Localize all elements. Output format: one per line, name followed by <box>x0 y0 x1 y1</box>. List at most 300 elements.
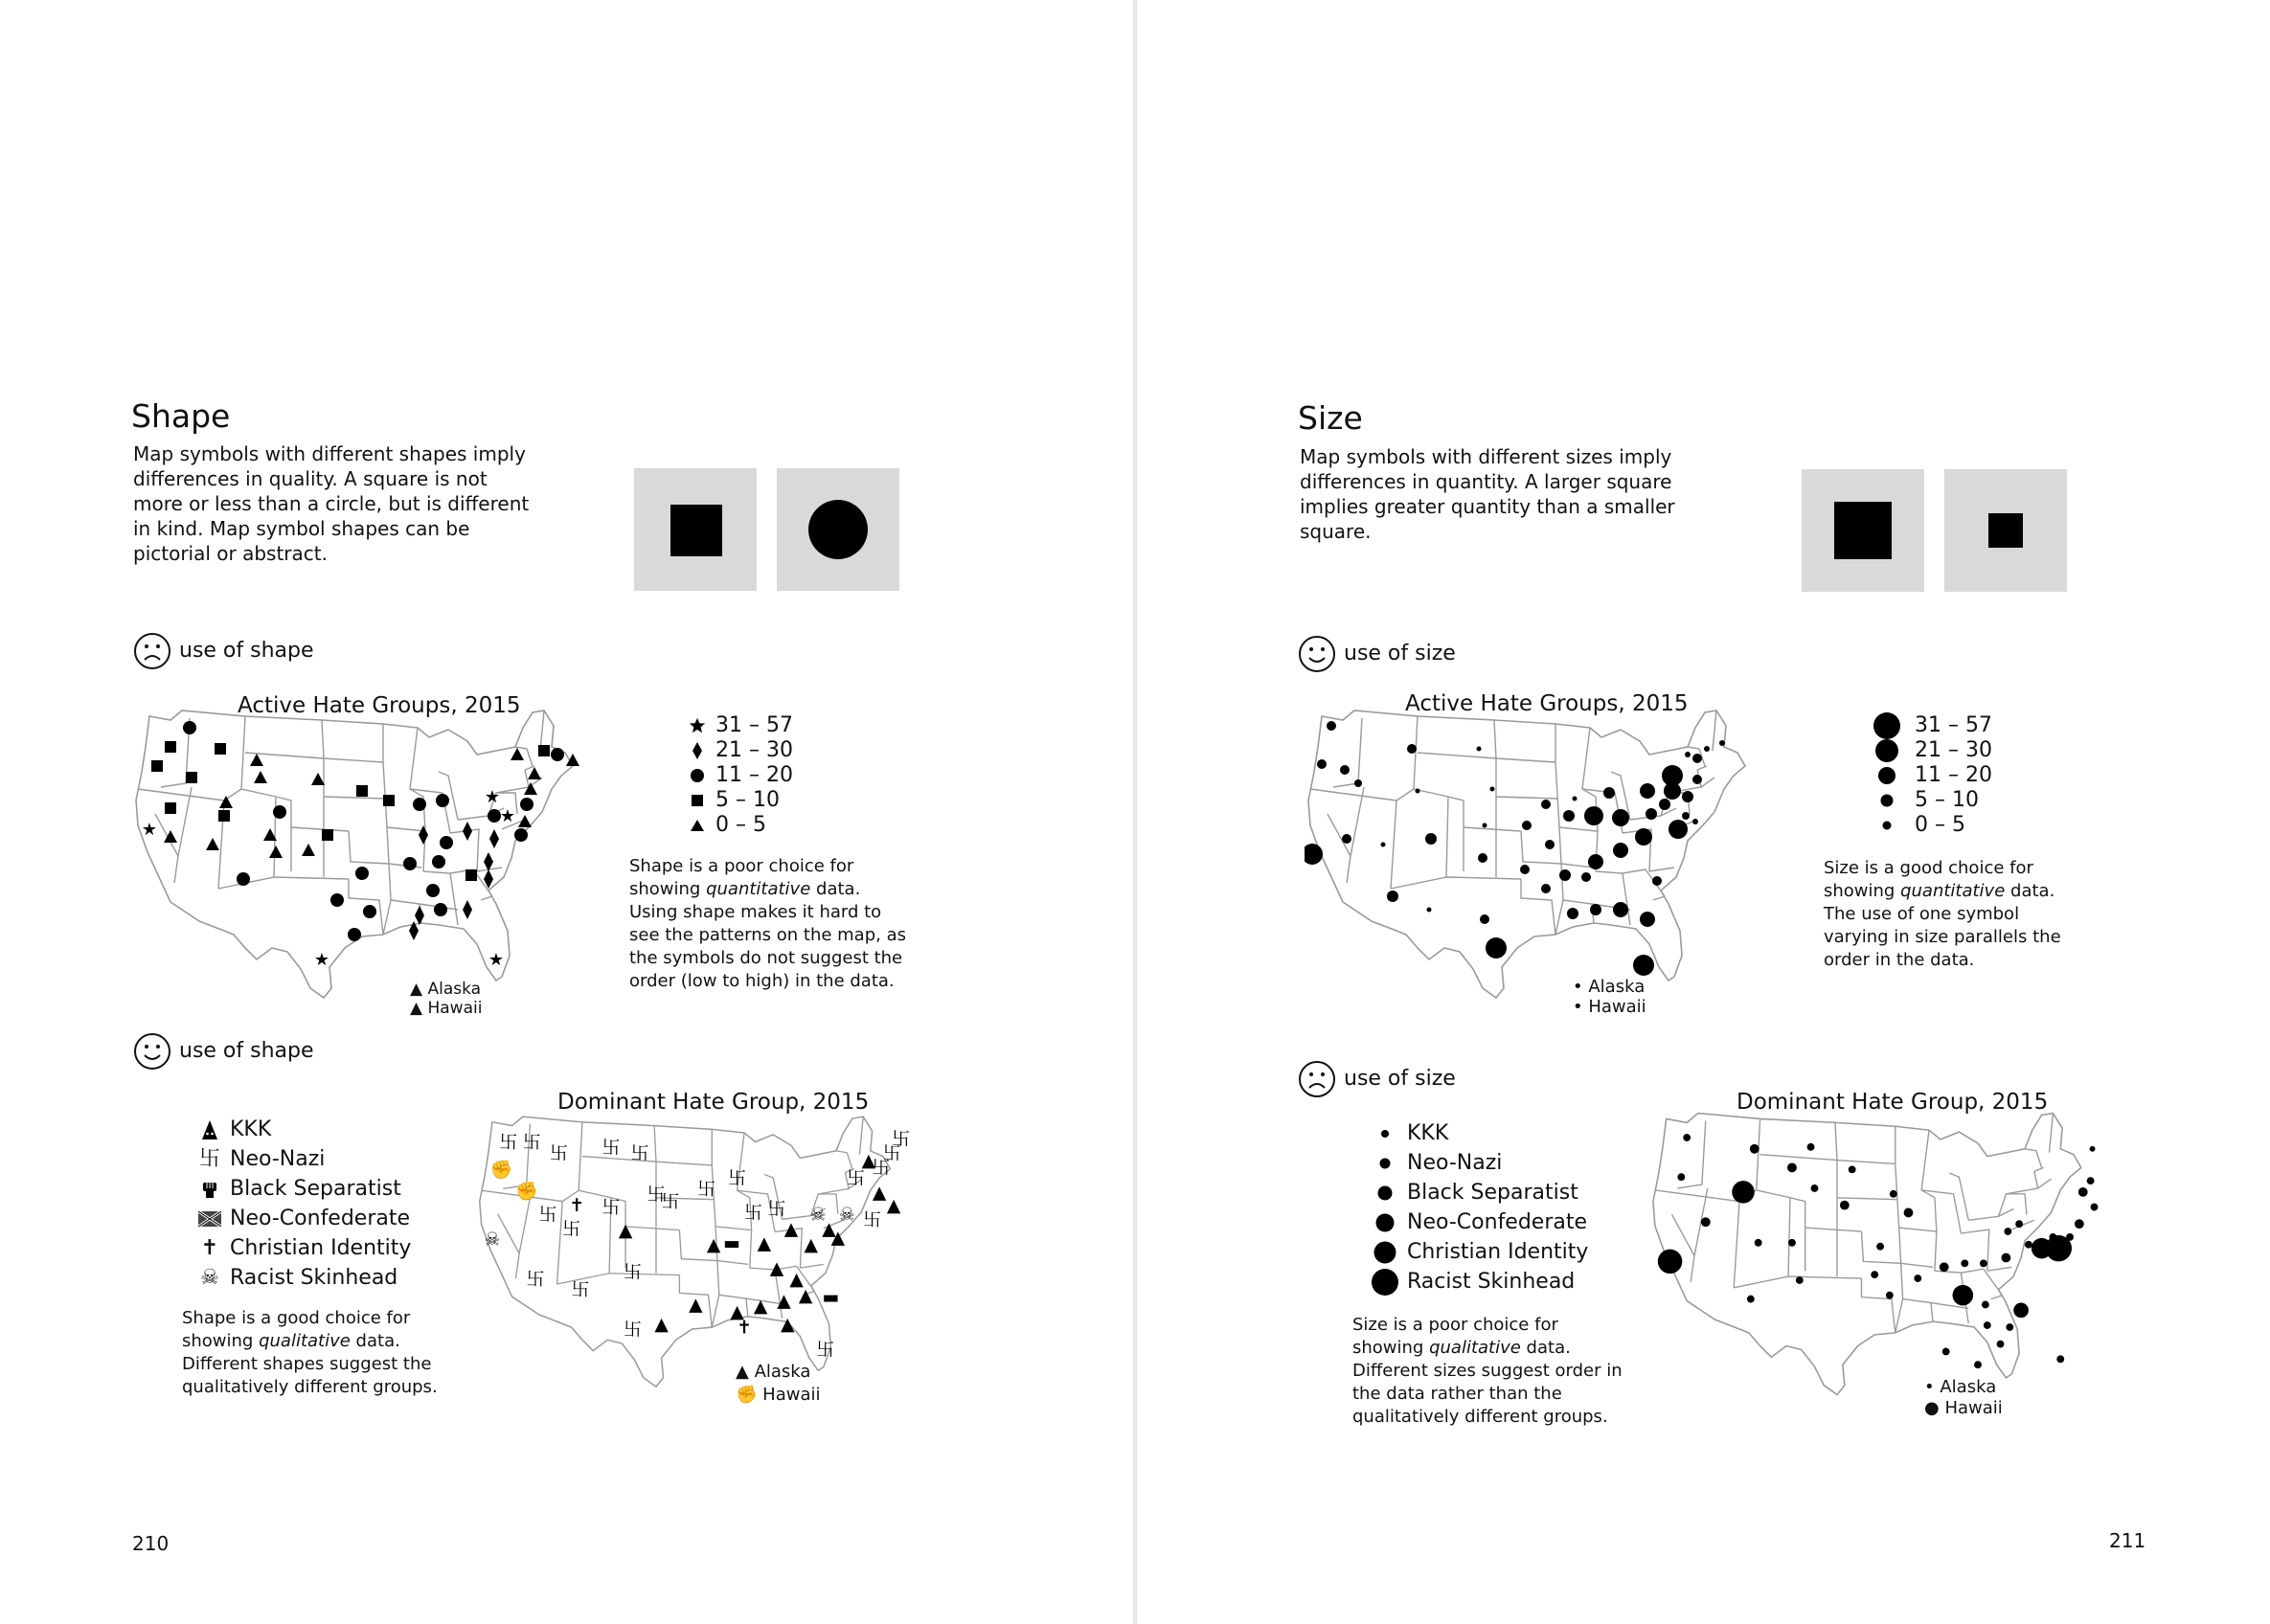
map-symbol <box>403 857 417 870</box>
size-symbol <box>2091 1204 2099 1211</box>
legend-row <box>1371 1118 1588 1148</box>
map2-caption-shape: Shape is a good choice for showing qualitative data. Different shapes suggest the qualitatively different groups. <box>182 1308 438 1397</box>
group-icon: 卐 <box>872 1158 891 1179</box>
map-symbol <box>273 805 286 819</box>
size-symbol <box>1904 1208 1914 1218</box>
small-square-swatch <box>1944 469 2067 592</box>
map2-insets <box>736 1361 820 1407</box>
group-icon: 卐 <box>526 1269 545 1290</box>
map2-title: Dominant Hate Group, 2015 <box>1737 1090 2049 1115</box>
map1-caption-shape: Shape is a poor choice for showing quantitative data. Using shape makes it hard to see the patterns on the map, as the symbols do not suggest the order (low to high) in the data. <box>629 856 906 991</box>
square-swatch <box>634 468 757 591</box>
map2-title: Dominant Hate Group, 2015 <box>557 1090 870 1115</box>
map-symbol <box>538 745 550 756</box>
group-icon: 卐 <box>816 1340 835 1361</box>
map1-insets <box>1573 977 1646 1017</box>
legend-row <box>685 763 793 788</box>
map-symbol <box>215 743 226 755</box>
size-symbol <box>1340 765 1350 775</box>
legend-label: 5 – 10 <box>715 788 780 812</box>
size-circle-icon <box>1873 811 1901 840</box>
alaska-triangle-icon: ▲ <box>410 980 423 999</box>
group-icon: 卐 <box>624 1320 642 1341</box>
size-symbol <box>1984 1321 1991 1329</box>
map-symbol <box>165 741 176 753</box>
legend-label: Neo-Confederate <box>1407 1210 1588 1234</box>
size-symbol <box>1633 955 1654 976</box>
size-symbol <box>1640 912 1655 927</box>
size-symbol <box>1522 821 1532 830</box>
alaska-label: Alaska <box>1940 1377 1997 1397</box>
map-dominant-group-size <box>1649 1111 2119 1403</box>
size-symbol <box>1982 1301 1989 1309</box>
size-symbol <box>1914 1274 1921 1282</box>
frown-face-icon <box>133 632 171 670</box>
group-icon: 卐 <box>847 1168 866 1189</box>
size-symbol <box>1659 799 1670 810</box>
group-legend-shape <box>197 1115 411 1293</box>
size-symbol <box>1683 1134 1691 1141</box>
hawaii-label: Hawaii <box>1944 1398 2003 1418</box>
size-symbol <box>1490 787 1495 792</box>
group-icon: ▲ <box>783 1219 799 1240</box>
group-icon: 卐 <box>892 1129 911 1150</box>
map-symbol: ★ <box>313 950 330 970</box>
size-symbol <box>1640 783 1655 799</box>
size-symbol <box>1719 740 1725 746</box>
legend-label: 11 – 20 <box>1915 763 1992 787</box>
legend-row <box>197 1115 411 1144</box>
size-symbol <box>1685 752 1691 757</box>
size-symbol <box>1635 828 1652 846</box>
size-symbol <box>1677 1173 1685 1181</box>
hawaii-triangle-icon: ▲ <box>410 999 423 1018</box>
size-symbol <box>1416 789 1420 794</box>
group-icon: ▬ <box>822 1287 840 1308</box>
group-icon: ▲ <box>769 1258 784 1279</box>
size-symbol <box>1980 1259 1987 1267</box>
star-icon <box>689 717 706 734</box>
circle-shape-example <box>808 500 868 559</box>
map-symbol <box>434 903 447 916</box>
map-symbol <box>186 772 197 783</box>
group-icon: ▲ <box>689 1295 703 1316</box>
square-shape-example <box>670 505 722 556</box>
racist-skinhead-dot-icon <box>1371 1268 1399 1297</box>
group-legend-size <box>1371 1118 1588 1297</box>
group-icon: ▲ <box>872 1183 887 1204</box>
legend-label: KKK <box>230 1117 272 1141</box>
page-number: 210 <box>132 1532 170 1555</box>
alaska-label: Alaska <box>754 1362 811 1382</box>
size-symbol <box>1545 840 1555 849</box>
map2-caption-size: Size is a poor choice for showing qualitative data. Different sizes suggest order in the data rather than the qualitatively different groups. <box>1352 1315 1623 1427</box>
size-symbol <box>1573 797 1578 801</box>
size-symbol <box>1692 775 1702 784</box>
group-icon: ▲ <box>861 1150 876 1171</box>
size-symbol <box>2056 1355 2064 1363</box>
map1-caption-size: Size is a good choice for showing quantitative data. The use of one symbol varying in size parallels the order in the data. <box>1824 858 2061 970</box>
hawaii-label: Hawaii <box>427 999 483 1018</box>
size-symbol <box>1787 1163 1797 1173</box>
frown-face-icon <box>1298 1060 1336 1098</box>
group-icon: ▬ <box>723 1233 740 1254</box>
size-symbol <box>1811 1184 1819 1192</box>
size-symbol <box>1541 800 1551 809</box>
skull-icon: ☠ <box>200 1266 219 1290</box>
group-icon: 卐 <box>499 1133 518 1154</box>
legend-label: Black Separatist <box>1407 1181 1578 1205</box>
size-symbol <box>2025 1241 2032 1249</box>
size-symbol <box>1704 746 1710 752</box>
alaska-hood-icon: ▲ <box>736 1362 749 1382</box>
size-symbol <box>1581 872 1591 882</box>
good-use-label: use of shape <box>179 1039 314 1063</box>
size-symbol <box>1692 754 1702 763</box>
size-symbol <box>1317 759 1327 769</box>
legend-label: Black Separatist <box>230 1177 401 1201</box>
legend-row <box>1371 1267 1588 1297</box>
map-symbol <box>551 748 564 761</box>
size-symbol <box>1407 744 1417 754</box>
group-icon: ▲ <box>822 1219 836 1240</box>
group-icon: ☠ <box>838 1205 855 1226</box>
group-icon: ☠ <box>809 1205 827 1226</box>
group-icon: 卐 <box>647 1184 666 1206</box>
map-symbol <box>218 810 230 822</box>
size-symbol <box>1613 902 1628 917</box>
size-symbol <box>1478 853 1487 863</box>
size-symbol <box>1520 865 1530 874</box>
group-icon: 卐 <box>630 1143 649 1164</box>
neo-nazi-dot-icon <box>1371 1149 1399 1178</box>
size-symbol <box>2006 1323 2013 1331</box>
kkk-dot-icon <box>1371 1119 1399 1148</box>
group-icon: ▲ <box>798 1285 813 1306</box>
size-symbol <box>1974 1361 1982 1368</box>
size-symbol <box>1646 808 1657 820</box>
size-symbol <box>1755 1239 1762 1247</box>
legend-label: 31 – 57 <box>1915 713 1992 737</box>
legend-label: 31 – 57 <box>715 713 793 737</box>
size-symbol <box>1701 1217 1711 1227</box>
group-icon: ▲ <box>789 1269 804 1290</box>
legend-label: 21 – 30 <box>715 738 793 762</box>
size-symbol <box>1480 914 1489 924</box>
group-icon: 卐 <box>522 1133 541 1154</box>
legend-label: 0 – 5 <box>1915 813 1965 837</box>
map-symbol <box>488 809 501 823</box>
large-square-example <box>1834 502 1892 559</box>
map-symbol <box>355 867 369 880</box>
legend-row <box>1871 788 1992 813</box>
christian-identity-dot-icon <box>1371 1238 1399 1267</box>
size-symbol <box>1567 908 1578 919</box>
legend-label: Christian Identity <box>1407 1240 1589 1264</box>
size-symbol <box>2075 1219 2084 1229</box>
group-icon: 卐 <box>538 1205 557 1226</box>
legend-label: 21 – 30 <box>1915 738 1992 762</box>
map-symbol <box>440 836 453 849</box>
size-symbol <box>1486 937 1507 959</box>
group-icon: ▲ <box>654 1314 669 1335</box>
group-icon: ▲ <box>757 1233 772 1254</box>
map-symbol <box>330 893 344 907</box>
legend-row <box>1871 813 1992 838</box>
size-symbol <box>1381 843 1386 847</box>
map-symbol: ★ <box>499 806 516 826</box>
size-symbol <box>1682 791 1693 802</box>
map2-insets <box>1924 1377 2003 1419</box>
alaska-dot-icon: • <box>1573 977 1583 997</box>
legend-label: Neo-Nazi <box>230 1147 326 1171</box>
size-symbol <box>1668 820 1688 839</box>
size-symbol <box>1541 884 1551 893</box>
legend-label: Racist Skinhead <box>1407 1270 1576 1294</box>
legend-row <box>197 1144 411 1174</box>
legend-label: Neo-Nazi <box>1407 1151 1503 1175</box>
size-symbol <box>1747 1296 1755 1303</box>
map-symbol <box>426 884 440 897</box>
circle-icon <box>690 768 705 783</box>
legend-label: 0 – 5 <box>715 813 766 837</box>
map-symbol <box>183 721 196 734</box>
size-symbol <box>2002 1253 2011 1263</box>
page-shape <box>0 0 1133 1624</box>
triangle-icon <box>690 819 705 832</box>
legend-row <box>1871 713 1992 738</box>
group-icon: ✝ <box>569 1195 585 1216</box>
group-icon: ▲ <box>830 1228 846 1249</box>
size-symbol <box>1807 1143 1815 1151</box>
group-icon: ▲ <box>781 1314 795 1335</box>
map-symbol <box>383 795 395 806</box>
map-symbol <box>237 872 250 886</box>
hawaii-fist-icon: ✊ <box>736 1385 758 1405</box>
legend-label: Racist Skinhead <box>230 1266 398 1290</box>
map1-title: Active Hate Groups, 2015 <box>238 693 521 718</box>
map-active-groups-size <box>1305 709 1783 1005</box>
size-symbol <box>1692 819 1698 824</box>
map-symbol <box>356 785 368 797</box>
smile-face-icon <box>1298 635 1336 673</box>
group-icon: 卐 <box>863 1209 881 1230</box>
map-symbol <box>413 798 426 811</box>
hood-icon <box>197 1119 222 1140</box>
page-size <box>1137 0 2270 1624</box>
page-number: 211 <box>2109 1529 2146 1552</box>
alaska-dot-icon: • <box>1924 1377 1935 1397</box>
size-symbol <box>2004 1228 2011 1235</box>
group-icon: ✊ <box>514 1181 538 1202</box>
size-symbol <box>1652 876 1662 886</box>
map1-insets <box>410 980 482 1018</box>
size-symbol <box>1849 1165 1856 1173</box>
good-use-heading <box>133 1032 314 1071</box>
group-icon: 卐 <box>562 1219 581 1240</box>
fist-icon <box>197 1180 222 1199</box>
large-square-swatch <box>1802 469 1924 592</box>
size-symbol <box>1563 810 1575 822</box>
legend-row <box>1871 738 1992 763</box>
map-symbol <box>348 928 361 941</box>
group-icon: ▲ <box>886 1195 901 1216</box>
group-icon: ☠ <box>484 1229 501 1251</box>
size-symbol <box>1588 854 1603 869</box>
map-active-groups-shape <box>132 709 611 1005</box>
size-symbol <box>1750 1144 1759 1154</box>
map-symbol <box>363 905 376 918</box>
size-symbol <box>1603 787 1615 799</box>
square-icon <box>691 794 704 807</box>
size-symbol <box>1796 1276 1804 1284</box>
size-symbol <box>1953 1285 1974 1306</box>
size-symbol <box>1387 891 1398 902</box>
legend-row <box>1371 1148 1588 1178</box>
size-symbol <box>1886 1292 1894 1299</box>
bad-use-heading <box>1298 1060 1456 1098</box>
group-icon: 卐 <box>882 1143 901 1164</box>
size-symbol <box>1840 1201 1850 1210</box>
bad-use-label: use of size <box>1344 1067 1456 1091</box>
group-icon: ✝ <box>737 1318 752 1339</box>
alaska-label: Alaska <box>427 980 482 999</box>
smile-face-icon <box>133 1032 171 1071</box>
size-symbol <box>2015 1220 2023 1228</box>
hawaii-dot-icon: • <box>1573 997 1583 1017</box>
size-symbol <box>1483 823 1487 828</box>
size-symbol <box>1876 1243 1884 1251</box>
size-symbol <box>1682 812 1690 820</box>
size-symbol <box>2090 1146 2096 1152</box>
shape-legend <box>685 713 793 838</box>
legend-row <box>1871 763 1992 788</box>
legend-row <box>685 738 793 763</box>
legend-row <box>197 1263 411 1293</box>
alaska-label: Alaska <box>1588 977 1646 997</box>
group-icon: 卐 <box>602 1138 621 1159</box>
group-icon: ▲ <box>730 1301 744 1322</box>
map-symbol <box>520 798 533 811</box>
group-icon: ▲ <box>777 1291 791 1312</box>
size-symbol <box>2013 1303 2029 1319</box>
group-icon: ▲ <box>706 1235 721 1256</box>
size-symbol <box>1940 1262 1949 1272</box>
legend-label: Christian Identity <box>230 1236 412 1260</box>
group-icon: ✊ <box>489 1160 513 1181</box>
legend-row <box>1371 1178 1588 1207</box>
size-symbol <box>1590 904 1601 915</box>
legend-row <box>685 788 793 813</box>
black-separatist-dot-icon <box>1371 1179 1399 1207</box>
size-symbol <box>1342 834 1351 844</box>
intro-text-size: Map symbols with different sizes imply differences in quantity. A larger square implies greater quantity than a smaller square. <box>1300 445 1675 543</box>
size-symbol <box>1584 806 1603 825</box>
map-symbol <box>151 760 163 772</box>
size-symbol <box>1425 833 1437 845</box>
diamond-icon <box>691 741 704 760</box>
size-symbol <box>1477 747 1482 752</box>
legend-row <box>1371 1237 1588 1267</box>
size-symbol <box>1658 1250 1682 1274</box>
legend-label: 11 – 20 <box>715 763 793 787</box>
intro-text-shape: Map symbols with different shapes imply differences in quality. A square is not more or less than a circle, but is different in kind. Map symbol shapes can be pictorial or abstract. <box>133 442 530 565</box>
group-icon: 卐 <box>571 1280 590 1301</box>
map-symbol <box>322 829 333 841</box>
cross-icon: ✝ <box>200 1236 219 1260</box>
legend-label: Neo-Confederate <box>230 1207 411 1230</box>
section-title-shape: Shape <box>131 397 231 435</box>
legend-row <box>197 1174 411 1204</box>
size-symbol <box>1612 809 1629 826</box>
group-icon: ▲ <box>618 1221 633 1242</box>
bad-use-label: use of shape <box>179 639 314 663</box>
map-symbol <box>432 855 445 868</box>
hawaii-dot-icon: ● <box>1924 1398 1940 1418</box>
legend-label: KKK <box>1407 1121 1449 1145</box>
legend-row <box>197 1233 411 1263</box>
size-symbol <box>1327 721 1336 731</box>
size-symbol <box>1732 1181 1755 1204</box>
group-icon: ▲ <box>753 1297 768 1318</box>
legend-row <box>685 813 793 838</box>
size-legend <box>1871 713 1992 838</box>
size-symbol <box>1871 1271 1878 1278</box>
map-symbol <box>514 828 528 842</box>
size-symbol <box>2066 1233 2074 1241</box>
section-title-size: Size <box>1298 399 1363 437</box>
hawaii-label: Hawaii <box>762 1385 821 1405</box>
map-symbol: ★ <box>484 787 501 807</box>
size-symbol <box>1997 1341 2005 1348</box>
hawaii-label: Hawaii <box>1588 997 1646 1017</box>
size-symbol <box>2078 1187 2088 1197</box>
circle-swatch <box>777 468 899 591</box>
size-symbol <box>1427 908 1432 913</box>
swastika-icon: 卐 <box>198 1147 220 1171</box>
good-use-label: use of size <box>1344 642 1456 665</box>
size-symbol <box>2087 1177 2095 1184</box>
map-dominant-group-shape <box>476 1111 926 1398</box>
group-icon: 卐 <box>767 1199 786 1220</box>
small-square-example <box>1988 513 2023 548</box>
confederate-flag-icon <box>197 1211 222 1227</box>
size-symbol <box>1354 779 1362 787</box>
group-icon: 卐 <box>661 1192 680 1213</box>
neo-confederate-dot-icon <box>1371 1208 1399 1237</box>
size-symbol <box>1613 843 1628 858</box>
map-symbol <box>165 802 176 814</box>
legend-row <box>685 713 793 738</box>
map1-title: Active Hate Groups, 2015 <box>1405 691 1689 716</box>
group-icon: 卐 <box>550 1143 568 1164</box>
group-icon: 卐 <box>602 1197 621 1218</box>
size-symbol <box>1662 765 1683 786</box>
size-symbol <box>1788 1239 1796 1247</box>
group-icon: ▲ <box>804 1235 818 1256</box>
map-symbol <box>465 869 477 881</box>
group-icon: 卐 <box>728 1168 746 1189</box>
size-symbol <box>1961 1259 1968 1267</box>
group-icon: 卐 <box>697 1179 716 1200</box>
size-symbol <box>1890 1190 1897 1198</box>
group-icon: 卐 <box>624 1262 642 1283</box>
legend-row <box>1371 1207 1588 1237</box>
size-symbol <box>1559 869 1571 881</box>
good-use-heading <box>1298 635 1456 673</box>
size-symbol <box>1942 1348 1950 1356</box>
legend-row <box>197 1204 411 1233</box>
